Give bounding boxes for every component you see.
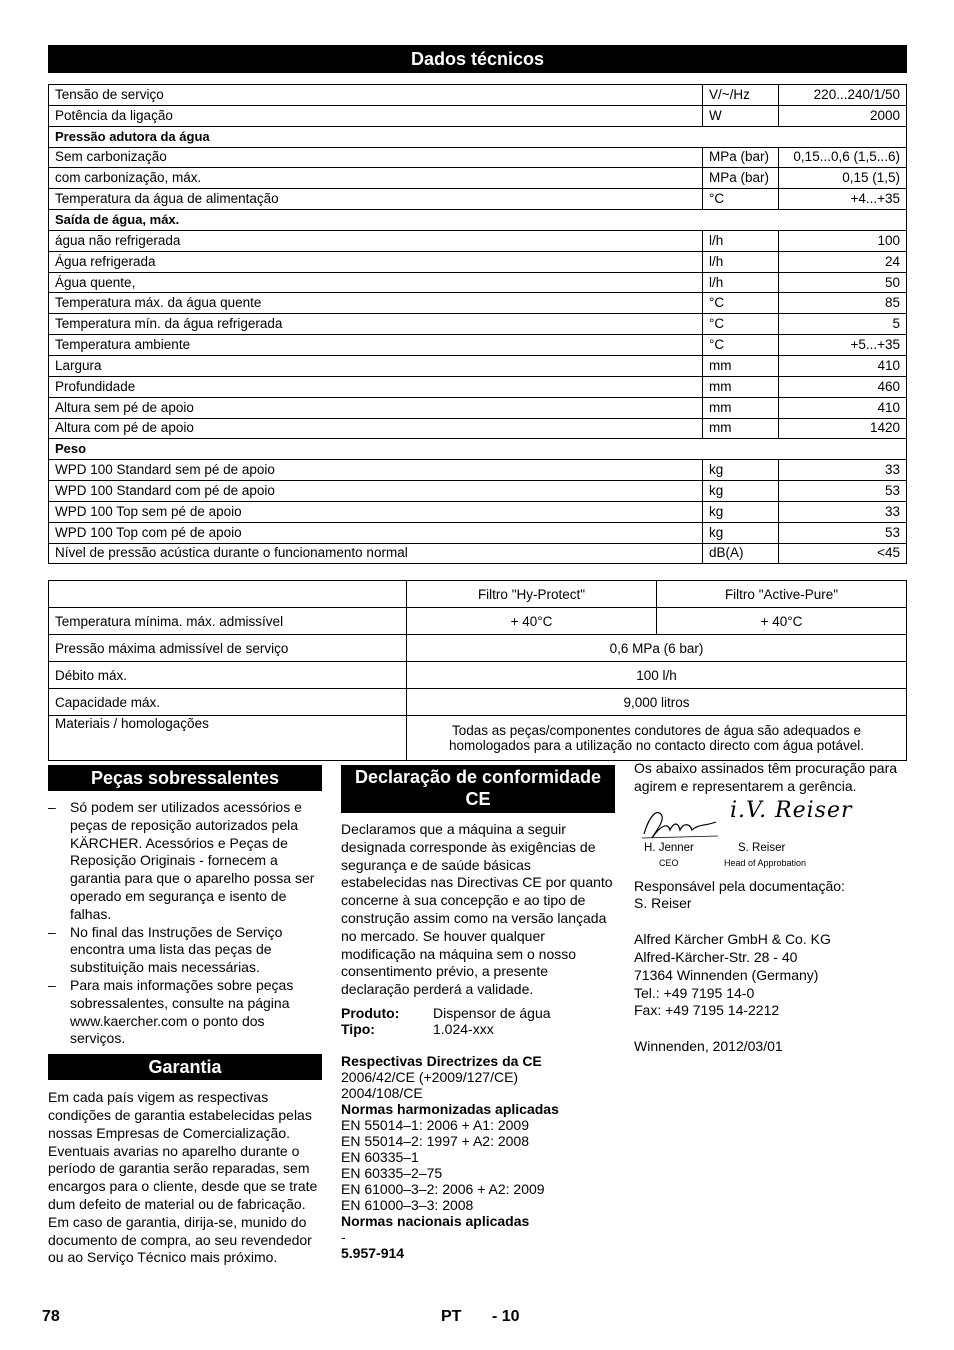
spec-value: +4...+35 bbox=[779, 189, 907, 210]
directive-item: 2006/42/CE (+2009/127/CE) bbox=[341, 1068, 519, 1085]
spec-row bbox=[49, 543, 907, 564]
spec-row bbox=[49, 189, 907, 210]
spec-unit: mm bbox=[703, 397, 779, 418]
spec-row bbox=[49, 481, 907, 502]
harmonized-standard-item: EN 61000–3–3: 2008 bbox=[341, 1196, 474, 1213]
spec-label: Potência da ligação bbox=[49, 105, 703, 126]
section-title-technical-data: Dados técnicos bbox=[48, 45, 907, 73]
spec-row bbox=[49, 376, 907, 397]
filter-row bbox=[49, 716, 907, 761]
filter-header-hy-protect: Filtro "Hy-Protect" bbox=[407, 581, 657, 608]
filter-header-active-pure: Filtro "Active-Pure" bbox=[657, 581, 907, 608]
signature-jenner bbox=[640, 804, 720, 844]
standards-block bbox=[341, 1053, 615, 1261]
warranty-text: Em cada país vigem as respectivas condições de garantia estabelecidas pelas nossas Empresas de Comercialização. Eventuais avarias no aparelho durante o período de garantia serão reparadas, sem encargos para o cliente, desde que se trate dum defeito de material ou de fabricação. Em caso de garantia, dirija-se, munido do documento de compra, ao seu revendedor ou ao Serviço Técnico mais próximo. bbox=[48, 1089, 318, 1266]
signatory-2-name: S. Reiser bbox=[738, 841, 786, 854]
spec-label: Água refrigerada bbox=[49, 251, 703, 272]
spec-value: 33 bbox=[779, 501, 907, 522]
address-line: Fax: +49 7195 14-2212 bbox=[634, 1002, 780, 1019]
spec-row bbox=[49, 522, 907, 543]
filter-row-label: Materiais / homologações bbox=[49, 716, 407, 761]
product-value: Dispensor de água bbox=[433, 1004, 551, 1021]
spec-unit: W bbox=[703, 105, 779, 126]
filter-row-value-hy-protect: + 40°C bbox=[407, 608, 657, 635]
spare-parts-item: – Para mais informações sobre peças sobressalentes, consulte na página www.kaercher.com o ponto dos serviços. bbox=[48, 977, 322, 1048]
spec-value: 24 bbox=[779, 251, 907, 272]
spec-label: WPD 100 Standard com pé de apoio bbox=[49, 481, 703, 502]
directives-title: Respectivas Directrizes da CE bbox=[341, 1052, 542, 1069]
spec-value: +5...+35 bbox=[779, 335, 907, 356]
right-column bbox=[634, 760, 908, 1056]
spec-row bbox=[49, 355, 907, 376]
spec-label: Altura com pé de apoio bbox=[49, 418, 703, 439]
spec-unit: kg bbox=[703, 522, 779, 543]
spec-value: 53 bbox=[779, 481, 907, 502]
harmonized-standard-item: EN 60335–1 bbox=[341, 1148, 419, 1165]
spec-row bbox=[49, 168, 907, 189]
spec-value: 53 bbox=[779, 522, 907, 543]
spec-value: 85 bbox=[779, 293, 907, 314]
spec-label: Tensão de serviço bbox=[49, 85, 703, 106]
national-value: - bbox=[341, 1228, 346, 1245]
spec-label: Temperatura mín. da água refrigerada bbox=[49, 314, 703, 335]
spec-unit: kg bbox=[703, 460, 779, 481]
harmonized-title: Normas harmonizadas aplicadas bbox=[341, 1100, 559, 1117]
type-label: Tipo: bbox=[341, 1020, 375, 1037]
spec-row bbox=[49, 293, 907, 314]
spec-label: WPD 100 Top sem pé de apoio bbox=[49, 501, 703, 522]
spec-unit: °C bbox=[703, 293, 779, 314]
page-number: 78 bbox=[42, 1308, 60, 1325]
spec-unit: °C bbox=[703, 335, 779, 356]
spec-unit: mm bbox=[703, 376, 779, 397]
harmonized-list bbox=[341, 1117, 615, 1213]
spare-parts-item: – Só podem ser utilizados acessórios e peças de reposição autorizados pela KÄRCHER. Acessórios e Peças de Reposição Originais - fornecem a garantia para que o aparelho possa ser operado em segurança e isento de falhas. bbox=[48, 799, 322, 924]
spec-unit: dB(A) bbox=[703, 543, 779, 564]
address-line: Alfred Kärcher GmbH & Co. KG bbox=[634, 931, 831, 948]
spec-row bbox=[49, 501, 907, 522]
filter-row-value-shared: 100 l/h bbox=[407, 662, 907, 689]
spec-row bbox=[49, 251, 907, 272]
address-line: Tel.: +49 7195 14-0 bbox=[634, 984, 755, 1001]
spec-unit: l/h bbox=[703, 272, 779, 293]
harmonized-standard-item: EN 55014–1: 2006 + A1: 2009 bbox=[341, 1116, 529, 1133]
spare-parts-list bbox=[48, 799, 322, 1048]
filter-row-value-active-pure: + 40°C bbox=[657, 608, 907, 635]
language-code: PT bbox=[441, 1308, 462, 1325]
filter-row-label: Débito máx. bbox=[49, 662, 407, 689]
spec-value: 410 bbox=[779, 355, 907, 376]
filter-row bbox=[49, 689, 907, 716]
spec-row bbox=[49, 147, 907, 168]
spec-value: 50 bbox=[779, 272, 907, 293]
spec-unit: mm bbox=[703, 418, 779, 439]
national-title: Normas nacionais aplicadas bbox=[341, 1212, 530, 1229]
spec-group-label: Pressão adutora da água bbox=[49, 126, 907, 147]
spec-row bbox=[49, 85, 907, 106]
spec-label: com carbonização, máx. bbox=[49, 168, 703, 189]
spec-row bbox=[49, 272, 907, 293]
filter-row-label: Temperatura mínima. máx. admissível bbox=[49, 608, 407, 635]
signature-reiser: i.V. Reiser bbox=[730, 797, 853, 823]
declaration-intro: Declaramos que a máquina a seguir designada corresponde às exigências de segurança e de saúde básicas estabelecidas nas Directivas CE por quanto concerne à sua concepção e ao tipo de construção assim como na versão lançada no mercado. Se houver qualquer modificação na máquina sem o nosso consentimento prévio, a presente declaração perderá a validade. bbox=[341, 821, 613, 998]
spec-group-label: Saída de água, máx. bbox=[49, 210, 907, 231]
harmonized-standard-item: EN 55014–2: 1997 + A2: 2008 bbox=[341, 1132, 529, 1149]
spec-unit: mm bbox=[703, 355, 779, 376]
spec-label: Nível de pressão acústica durante o funcionamento normal bbox=[49, 543, 703, 564]
signatory-1-name: H. Jenner bbox=[644, 841, 694, 854]
filter-row bbox=[49, 635, 907, 662]
filter-row-value-shared: 0,6 MPa (6 bar) bbox=[407, 635, 907, 662]
place-date: Winnenden, 2012/03/01 bbox=[634, 1038, 783, 1055]
filter-row-value-shared: Todas as peças/componentes condutores de água são adequados e homologados para a utilização no contacto directo com água potável. bbox=[407, 716, 907, 761]
spec-label: água não refrigerada bbox=[49, 230, 703, 251]
sub-page-number: - 10 bbox=[492, 1308, 520, 1325]
spec-value: 100 bbox=[779, 230, 907, 251]
filter-row-value-shared: 9,000 litros bbox=[407, 689, 907, 716]
spec-row bbox=[49, 230, 907, 251]
spec-unit: l/h bbox=[703, 251, 779, 272]
filter-row bbox=[49, 662, 907, 689]
spec-value: 33 bbox=[779, 460, 907, 481]
spec-row bbox=[49, 397, 907, 418]
product-label: Produto: bbox=[341, 1004, 400, 1021]
spec-unit: MPa (bar) bbox=[703, 147, 779, 168]
spec-unit: kg bbox=[703, 501, 779, 522]
spec-unit: kg bbox=[703, 481, 779, 502]
spec-label: Sem carbonização bbox=[49, 147, 703, 168]
filter-row bbox=[49, 608, 907, 635]
spec-unit: °C bbox=[703, 314, 779, 335]
company-address bbox=[634, 931, 908, 1020]
signatory-1-role: CEO bbox=[659, 857, 679, 868]
address-line: Alfred-Kärcher-Str. 28 - 40 bbox=[634, 948, 798, 965]
technical-data-table bbox=[48, 84, 907, 564]
spec-label: Largura bbox=[49, 355, 703, 376]
left-column bbox=[48, 765, 322, 1267]
section-title-declaration: Declaração de conformidade CE bbox=[341, 765, 615, 813]
filter-table bbox=[48, 580, 907, 761]
spec-unit: l/h bbox=[703, 230, 779, 251]
spec-row bbox=[49, 314, 907, 335]
spec-label: WPD 100 Standard sem pé de apoio bbox=[49, 460, 703, 481]
spec-value: 1420 bbox=[779, 418, 907, 439]
spec-unit: MPa (bar) bbox=[703, 168, 779, 189]
spec-group-heading bbox=[49, 210, 907, 231]
spec-unit: V/~/Hz bbox=[703, 85, 779, 106]
spec-label: Temperatura ambiente bbox=[49, 335, 703, 356]
documentation-responsible-name: S. Reiser bbox=[634, 895, 692, 912]
product-row bbox=[341, 1005, 615, 1021]
spec-unit: °C bbox=[703, 189, 779, 210]
spec-row bbox=[49, 105, 907, 126]
directive-item: 2004/108/CE bbox=[341, 1084, 423, 1101]
spec-label: Temperatura da água de alimentação bbox=[49, 189, 703, 210]
harmonized-standard-item: EN 60335–2–75 bbox=[341, 1164, 443, 1181]
signatories-intro: Os abaixo assinados têm procuração para agirem e representarem a gerência. bbox=[634, 760, 898, 794]
spare-parts-item: – No final das Instruções de Serviço encontra uma lista das peças de substituição mais necessárias. bbox=[48, 924, 322, 977]
spec-value: 2000 bbox=[779, 105, 907, 126]
spec-label: Água quente, bbox=[49, 272, 703, 293]
spec-value: 0,15...0,6 (1,5...6) bbox=[779, 147, 907, 168]
section-title-warranty: Garantia bbox=[48, 1054, 322, 1080]
spec-group-heading bbox=[49, 439, 907, 460]
spec-row bbox=[49, 418, 907, 439]
harmonized-standard-item: EN 61000–3–2: 2006 + A2: 2009 bbox=[341, 1180, 545, 1197]
section-title-spare-parts: Peças sobressalentes bbox=[48, 765, 322, 791]
spec-value: 5 bbox=[779, 314, 907, 335]
spec-value: 410 bbox=[779, 397, 907, 418]
spec-group-label: Peso bbox=[49, 439, 907, 460]
spec-label: WPD 100 Top com pé de apoio bbox=[49, 522, 703, 543]
filter-header-empty bbox=[49, 581, 407, 608]
type-row bbox=[341, 1021, 615, 1037]
spec-group-heading bbox=[49, 126, 907, 147]
filter-row-label: Pressão máxima admissível de serviço bbox=[49, 635, 407, 662]
signatures bbox=[634, 797, 908, 868]
middle-column bbox=[341, 765, 615, 1261]
spec-row bbox=[49, 460, 907, 481]
address-line: 71364 Winnenden (Germany) bbox=[634, 966, 819, 983]
directives-list bbox=[341, 1069, 615, 1101]
spec-value: 220...240/1/50 bbox=[779, 85, 907, 106]
type-value: 1.024-xxx bbox=[433, 1020, 494, 1037]
spec-label: Profundidade bbox=[49, 376, 703, 397]
signatory-2-role: Head of Approbation bbox=[724, 857, 807, 868]
document-number: 5.957-914 bbox=[341, 1244, 405, 1261]
spec-value: 460 bbox=[779, 376, 907, 397]
spec-row bbox=[49, 335, 907, 356]
spec-label: Temperatura máx. da água quente bbox=[49, 293, 703, 314]
filter-row-label: Capacidade máx. bbox=[49, 689, 407, 716]
spec-value: 0,15 (1,5) bbox=[779, 168, 907, 189]
spec-label: Altura sem pé de apoio bbox=[49, 397, 703, 418]
documentation-responsible-label: Responsável pela documentação: bbox=[634, 877, 845, 894]
spec-value: <45 bbox=[779, 543, 907, 564]
